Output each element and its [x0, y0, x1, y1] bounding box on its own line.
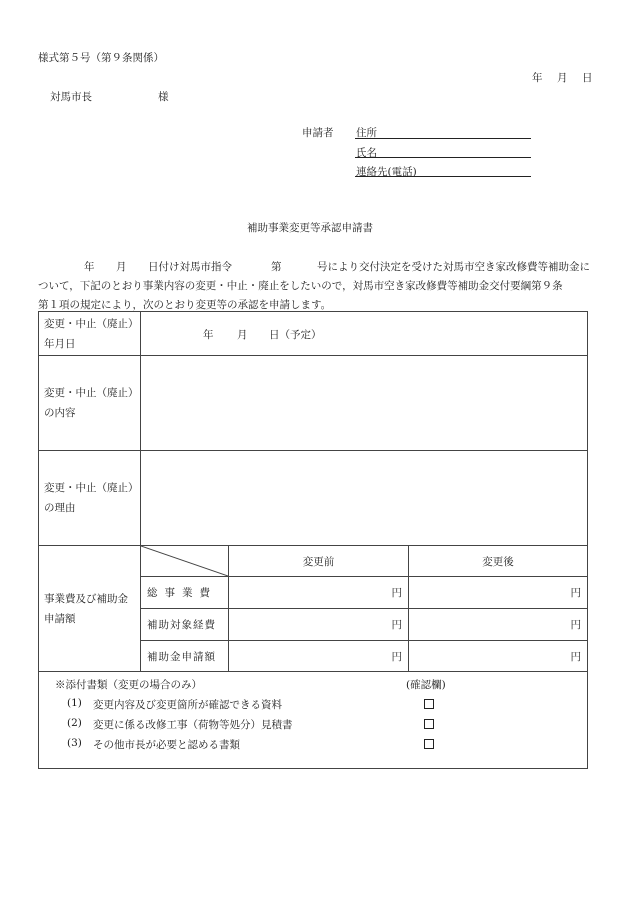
subsidy-amount-after[interactable]: 円: [409, 641, 588, 672]
addressee: 対馬市長: [50, 91, 92, 103]
change-reason-row: [39, 451, 588, 546]
attachment-3-text: その他市長が必要と認める書類: [93, 739, 240, 751]
col-before-header: 変更前: [229, 546, 409, 577]
change-date-value[interactable]: 年 月 日（予定）: [141, 312, 588, 356]
cost-header-row: [39, 546, 588, 577]
body-month: 月: [116, 261, 127, 273]
change-reason-label: 変更・中止（廃止） の理由: [39, 451, 141, 546]
total-cost-before[interactable]: 円: [229, 577, 409, 609]
address-label: 住所: [356, 127, 377, 139]
contact-underline: [355, 176, 531, 177]
total-cost-label: 総事業費: [141, 577, 229, 609]
attachment-3-checkbox[interactable]: [424, 739, 434, 749]
attachments-row: [39, 672, 588, 769]
address-underline: [355, 138, 531, 139]
change-content-label: 変更・中止（廃止） の内容: [39, 356, 141, 451]
body-year: 年: [84, 261, 95, 273]
name-underline: [355, 157, 531, 158]
cost-label: 事業費及び補助金 申請額: [39, 546, 141, 672]
date-line: 年 月 日: [532, 72, 595, 84]
form-number: 様式第５号（第９条関係）: [38, 52, 164, 64]
body-line2: ついて，下記のとおり事業内容の変更・中止・廃止をしたいので，対馬市空き家改修費等補助金交付要綱第９条: [38, 280, 563, 292]
body-line1-rest: 号により交付決定を受けた対馬市空き家改修費等補助金に: [317, 261, 590, 273]
diagonal-header-cell: [141, 546, 229, 577]
attachment-2-text: 変更に係る改修工事（荷物等処分）見積書: [93, 719, 293, 731]
contact-label: 連絡先(電話): [356, 166, 417, 178]
document-title: 補助事業変更等承認申請書: [247, 222, 373, 234]
attachment-1-text: 変更内容及び変更箇所が確認できる資料: [93, 699, 282, 711]
change-reason-field[interactable]: [141, 451, 588, 546]
attachment-2-number: (2): [67, 717, 82, 729]
change-content-row: [39, 356, 588, 451]
eligible-cost-label: 補助対象経費: [141, 609, 229, 641]
attachments-heading: ※添付書類（変更の場合のみ）: [55, 679, 202, 691]
subsidy-amount-before[interactable]: 円: [229, 641, 409, 672]
eligible-cost-before[interactable]: 円: [229, 609, 409, 641]
attachments-cell: [39, 672, 588, 769]
attachment-1-number: (1): [67, 697, 82, 709]
diagonal-line: [141, 546, 228, 576]
honorific: 様: [158, 91, 169, 103]
application-table: [38, 311, 588, 769]
body-number-prefix: 第: [271, 261, 282, 273]
applicant-label: 申請者: [302, 127, 334, 139]
subsidy-amount-label: 補助金申請額: [141, 641, 229, 672]
change-date-row: [39, 312, 588, 356]
name-label: 氏名: [356, 147, 377, 159]
attachment-3-number: (3): [67, 737, 82, 749]
body-decision-ref: 日付け対馬市指令: [148, 261, 232, 273]
body-line3: 第１項の規定により，次のとおり変更等の承認を申請します。: [38, 299, 332, 311]
attachment-1-checkbox[interactable]: [424, 699, 434, 709]
eligible-cost-after[interactable]: 円: [409, 609, 588, 641]
total-cost-after[interactable]: 円: [409, 577, 588, 609]
col-after-header: 変更後: [409, 546, 588, 577]
confirm-label: (確認欄): [406, 679, 446, 691]
change-content-field[interactable]: [141, 356, 588, 451]
attachment-2-checkbox[interactable]: [424, 719, 434, 729]
change-date-label: 変更・中止（廃止） 年月日: [39, 312, 141, 356]
